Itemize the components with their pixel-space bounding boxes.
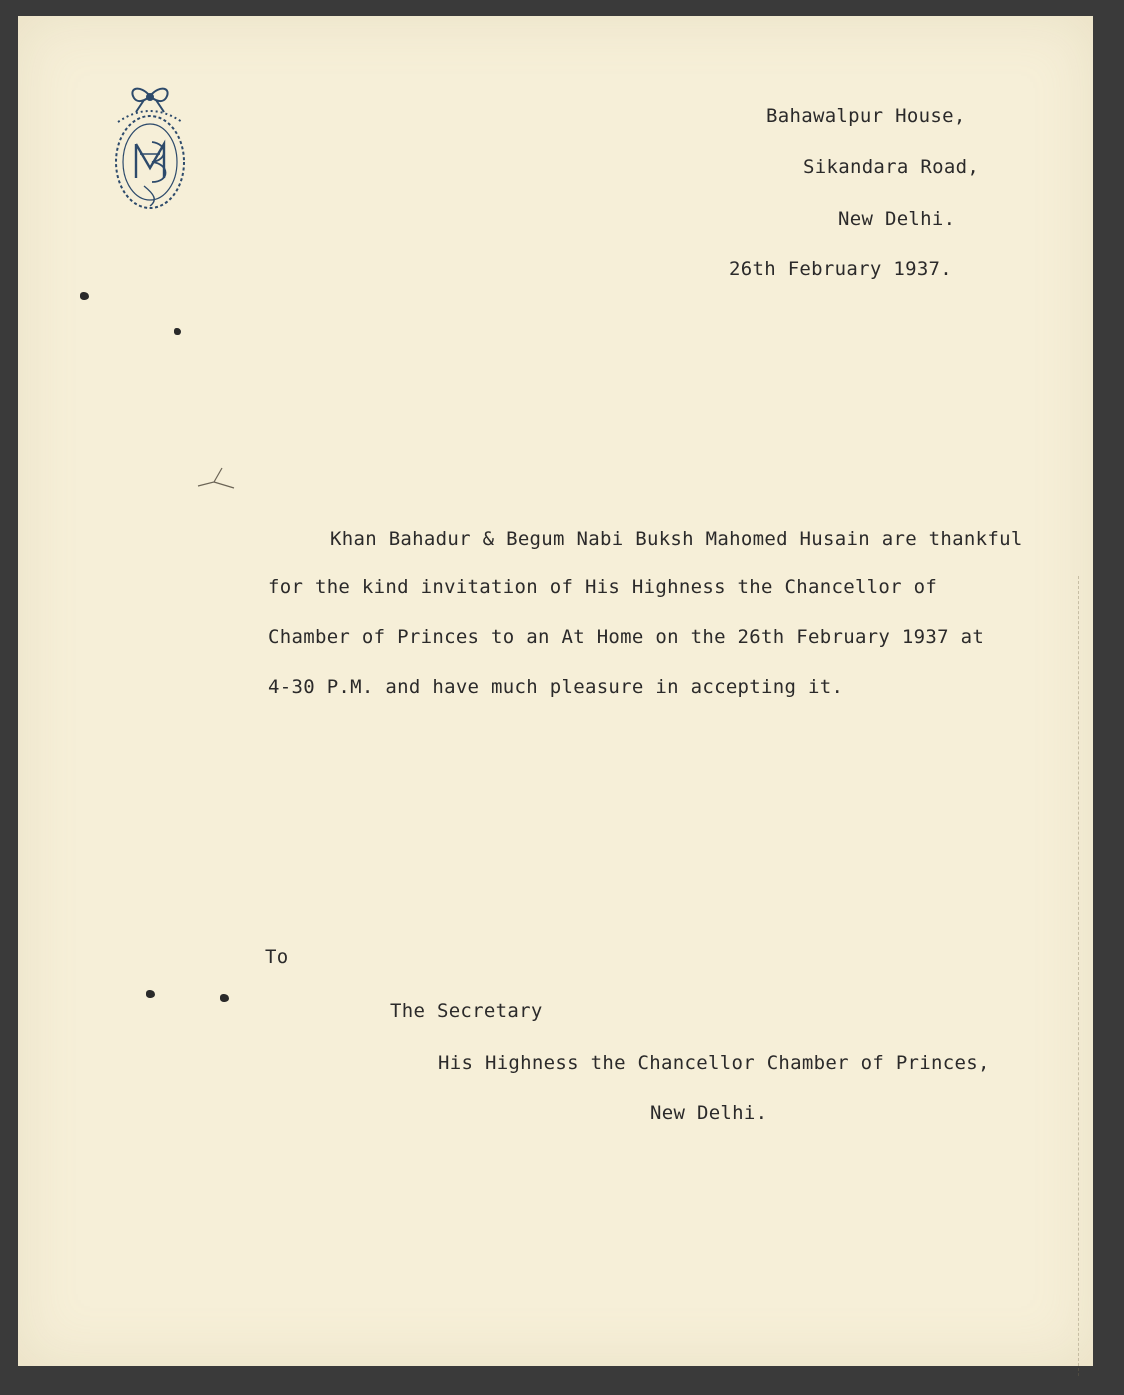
recipient-line-3: New Delhi. [650,1102,768,1124]
recipient-line-1: The Secretary [390,1000,543,1022]
body-line-4: 4-30 P.M. and have much pleasure in accepting it. [268,676,844,698]
letter-date: 26th February 1937. [729,258,953,280]
body-line-3: Chamber of Princes to an At Home on the 26th February 1937 at [268,626,985,648]
punch-hole [220,994,229,1002]
fold-crease [1078,576,1079,1376]
punch-hole [80,292,89,300]
address-line-3: New Delhi. [838,208,956,230]
recipient-to: To [265,946,289,968]
letter-paper [18,16,1093,1366]
punch-hole [174,328,181,335]
recipient-line-2: His Highness the Chancellor Chamber of Princes, [438,1052,990,1074]
punch-hole [146,990,155,998]
body-line-1: Khan Bahadur & Begum Nabi Buksh Mahomed Husain are thankful [330,528,1023,550]
body-line-2: for the kind invitation of His Highness the Chancellor of [268,576,938,598]
monogram-seal-icon [100,82,200,218]
address-line-1: Bahawalpur House, [766,105,966,127]
address-line-2: Sikandara Road, [803,156,980,178]
paper-tear-mark [194,462,238,492]
